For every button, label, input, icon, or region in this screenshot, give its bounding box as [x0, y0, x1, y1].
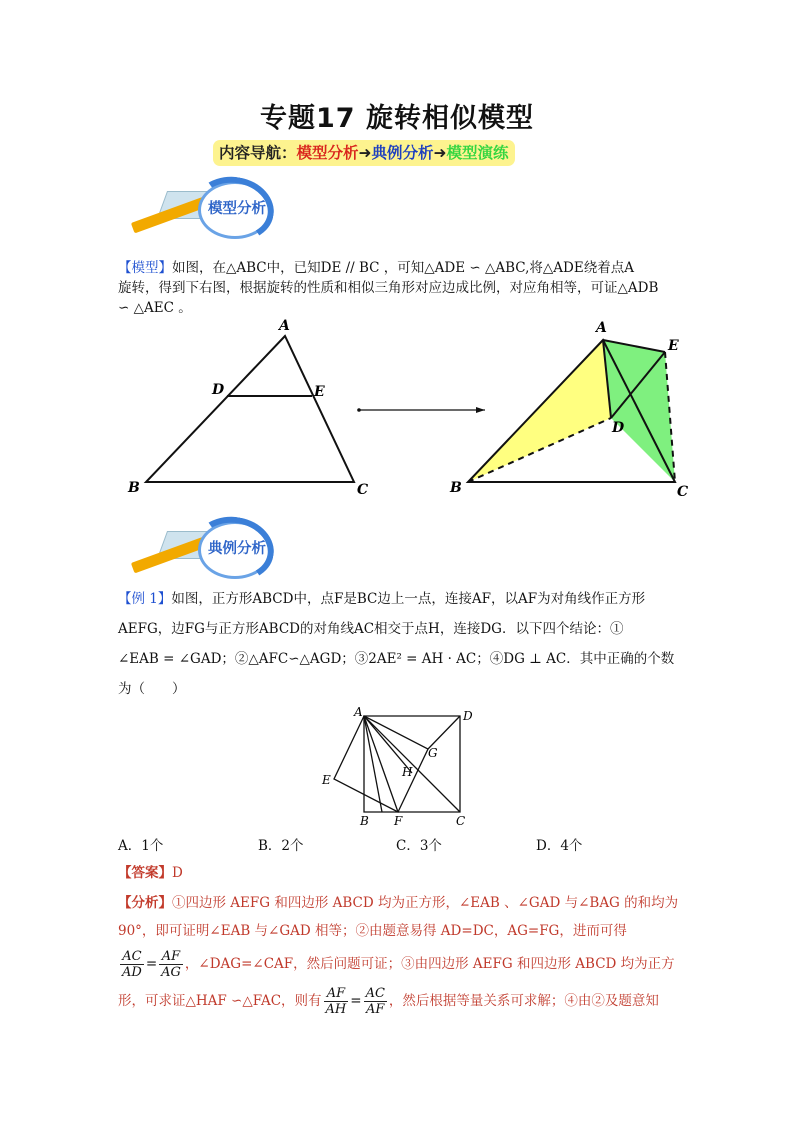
option-c[interactable]: C．3个 [396, 838, 442, 854]
answer-line [118, 863, 183, 883]
option-a[interactable]: A．1个 [118, 838, 164, 854]
triangle-abc-right [468, 340, 675, 482]
section-badge-model [128, 175, 288, 245]
example-line-4: 为（ ） [118, 681, 186, 697]
example-tag: 【例 1】 [118, 591, 172, 607]
example-line-2: AEFG，边FG与正方形ABCD的对角线AC相交于点H，连接DG．以下四个结论：① [118, 621, 624, 637]
nav-prefix: 内容导航： [219, 144, 297, 162]
label-e: E [322, 773, 331, 787]
label-d: D [463, 709, 473, 723]
label-g: G [428, 746, 438, 760]
answer-tag: 【答案】 [118, 865, 172, 881]
analysis-paragraph [118, 889, 688, 1017]
equals-sign: = [350, 993, 362, 1009]
label-a-rotated: A [596, 320, 607, 336]
example-line-1: 如图，正方形ABCD中，点F是BC边上一点，连接AF，以AF为对角线作正方形 [171, 591, 646, 607]
triangle-abc-left [146, 336, 354, 482]
analysis-line-4 [118, 986, 688, 1017]
analysis-line-2: 90°，即可证明∠EAB 与∠GAD 相等；②由题意易得 AD=DC，AG=FG，进而可得 [118, 923, 627, 939]
nav-arrow-icon: ➜ [433, 144, 447, 162]
fraction-ac-ad: $\frac{AC}{AD}$ [122, 949, 142, 980]
label-b: B [128, 480, 140, 496]
label-d-rotated: D [612, 420, 625, 436]
analysis-line-4-start: 形，可求证△HAF ∽△FAC，则有 [118, 993, 322, 1009]
label-b: B [360, 814, 369, 828]
analysis-line-1: ①四边形 AEFG 和四边形 ABCD 均为正方形，∠EAB 、∠GAD 与∠BAG 的和均为 [172, 895, 679, 911]
nav-arrow-icon: ➜ [358, 144, 372, 162]
label-a: A [279, 318, 290, 334]
nav-item-model-practice[interactable]: 模型演练 [446, 144, 509, 162]
fraction-af-ah: $\frac{AF}{AH}$ [325, 986, 347, 1017]
model-line-1: 如图，在△ABC中，已知DE // BC ，可知△ADE ∽ △ABC,将△ADE绕着点A [172, 260, 634, 276]
section-badge-example [128, 515, 288, 585]
model-line-3: ∽ △AEC 。 [118, 300, 192, 316]
label-c: C [357, 482, 369, 498]
example-line-3: ∠EAB = ∠GAD；②△AFC∽△AGD；③2AE² = AH · AC；④DG ⊥ AC．其中正确的个数 [118, 651, 675, 667]
analysis-line-4-rest: ，然后根据等量关系可求解；④由②及题意知 [388, 993, 659, 1009]
label-b-rotated: B [450, 480, 462, 496]
option-b[interactable]: B．2个 [258, 838, 304, 854]
model-figure [100, 310, 720, 505]
model-paragraph [118, 258, 718, 318]
example-figure [310, 702, 490, 830]
label-c: C [456, 814, 466, 828]
analysis-tag: 【分析】 [118, 895, 172, 911]
segment-dg [428, 716, 460, 749]
badge-label: 模型分析 [208, 201, 266, 217]
label-f: F [394, 814, 403, 828]
content-navigation [213, 140, 515, 166]
label-e: E [314, 384, 325, 400]
label-c-rotated: C [677, 484, 689, 500]
option-d[interactable]: D．4个 [536, 838, 583, 854]
badge-label: 典例分析 [208, 541, 266, 557]
model-tag: 【模型】 [118, 260, 172, 276]
fraction-ac-af: $\frac{AC}{AF}$ [365, 986, 385, 1017]
example-paragraph [118, 584, 698, 704]
analysis-line-3 [118, 949, 688, 980]
page-title: 专题17 旋转相似模型 [260, 103, 534, 134]
label-e-rotated: E [668, 338, 679, 354]
label-d: D [212, 382, 225, 398]
fraction-af-ag: $\frac{AF}{AG}$ [161, 949, 181, 980]
model-line-2: 旋转，得到下右图，根据旋转的性质和相似三角形对应边成比例，对应角相等，可证△ADB [118, 280, 659, 296]
rotation-arrow [357, 407, 485, 413]
analysis-line-3-rest: ，∠DAG=∠CAF，然后问题可证；③由四边形 AEFG 和四边形 ABCD 均为正方 [184, 956, 675, 972]
label-h: H [402, 765, 413, 779]
label-a: A [354, 705, 363, 719]
nav-item-model-analysis[interactable]: 模型分析 [296, 144, 359, 162]
equals-sign: = [145, 956, 158, 972]
answer-value: D [172, 865, 183, 881]
nav-item-example-analysis[interactable]: 典例分析 [371, 144, 434, 162]
